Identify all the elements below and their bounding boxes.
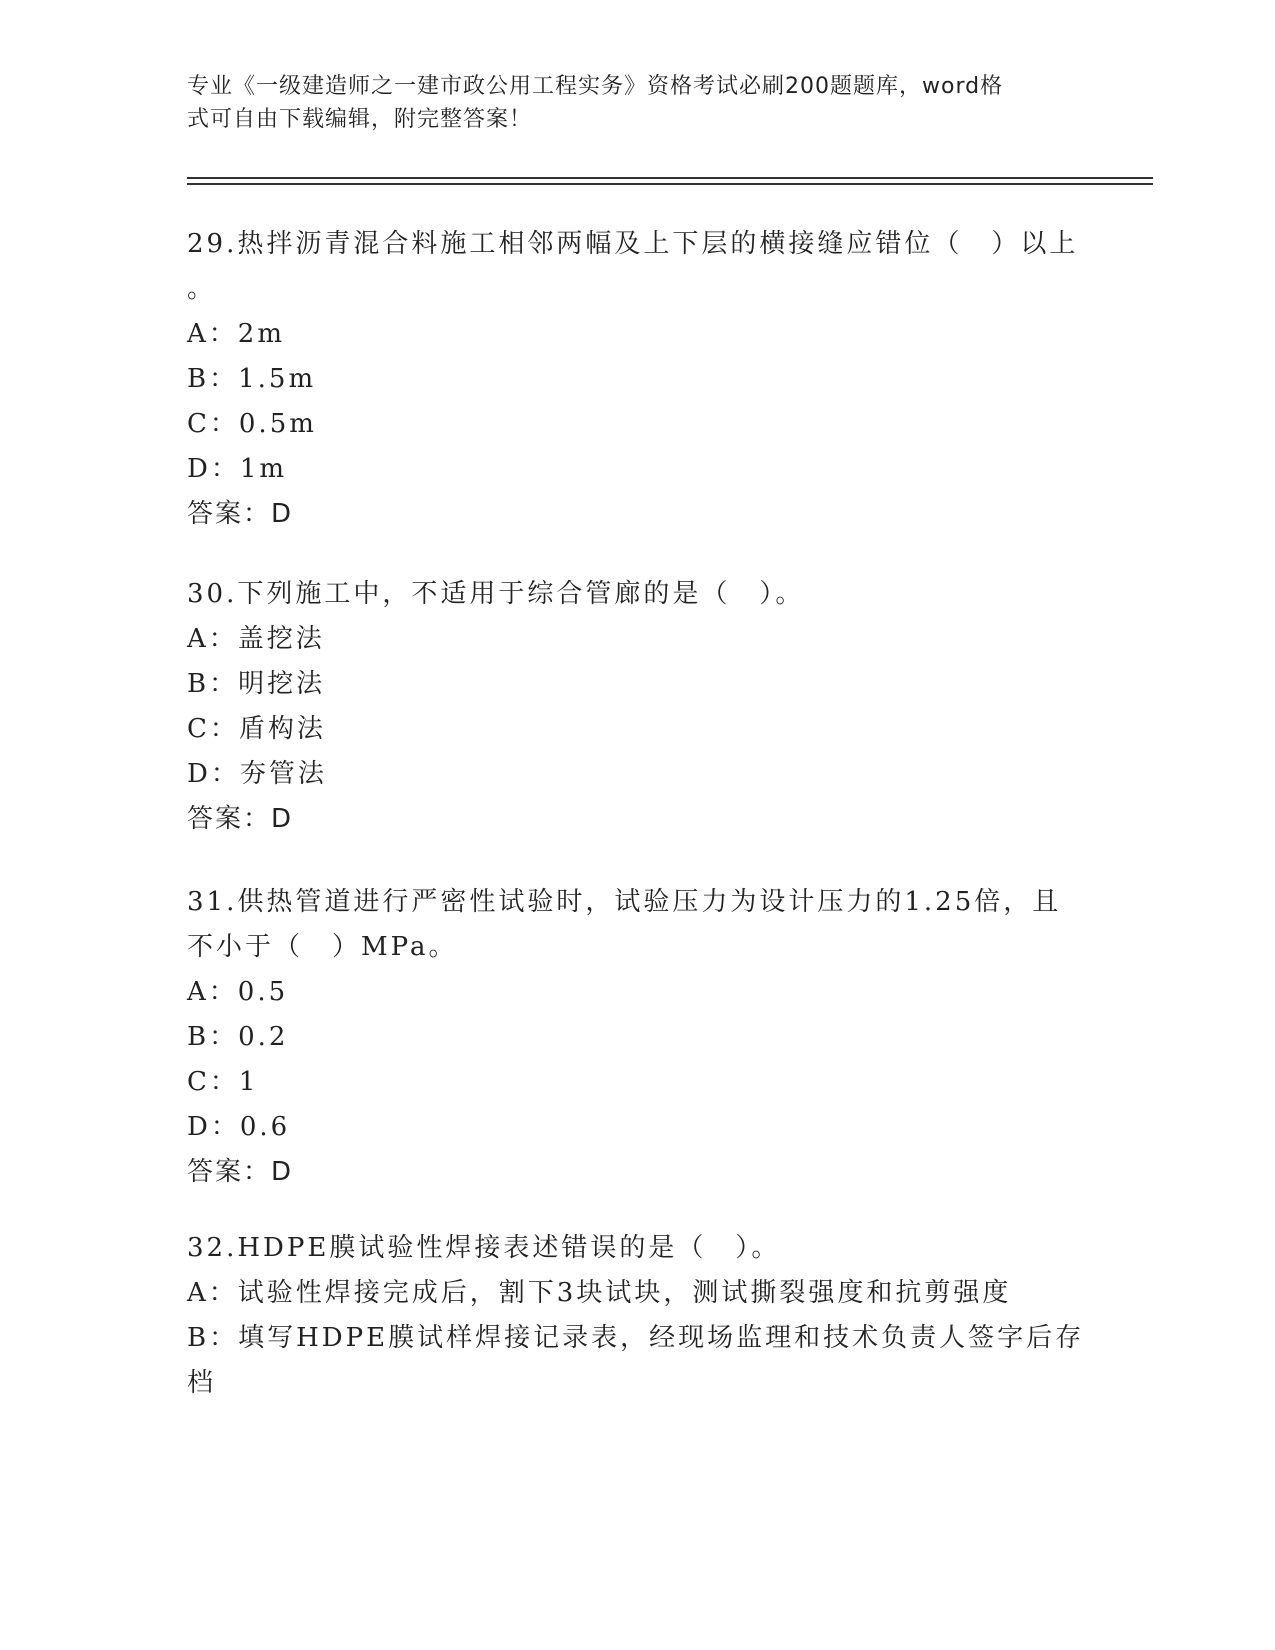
option-a: A：2m: [187, 319, 285, 349]
header-line-2: 式可自由下载编辑，附完整答案！: [187, 107, 533, 132]
option-c: C：1: [187, 1067, 259, 1097]
option-b: B：0.2: [187, 1022, 289, 1052]
option-b-continued: 档: [187, 1368, 217, 1398]
option-d: D：0.6: [187, 1112, 291, 1142]
answer-label: 答案：D: [187, 499, 294, 529]
question-31: [187, 880, 1087, 1195]
option-c: C：盾构法: [187, 714, 326, 744]
question-32: [187, 1226, 1087, 1406]
question-stem-line: 31.供热管道进行严密性试验时，试验压力为设计压力的1.25倍，且: [187, 887, 1062, 917]
option-b: B：填写HDPE膜试样焊接记录表，经现场监理和技术负责人签字后存: [187, 1323, 1085, 1353]
option-a: A：盖挖法: [187, 624, 325, 654]
question-stem-line: 。: [187, 274, 217, 304]
option-c: C：0.5m: [187, 409, 317, 439]
option-d: D：夯管法: [187, 759, 327, 789]
answer-label: 答案：D: [187, 804, 294, 834]
option-b: B：明挖法: [187, 669, 326, 699]
document-header: [187, 70, 1067, 136]
question-30: [187, 572, 1087, 842]
header-divider-top: [187, 177, 1153, 179]
option-d: D：1m: [187, 454, 288, 484]
question-stem-line: 32.HDPE膜试验性焊接表述错误的是（ ）。: [187, 1233, 781, 1263]
question-stem-line: 30.下列施工中，不适用于综合管廊的是（ ）。: [187, 579, 805, 609]
option-a: A：0.5: [187, 977, 289, 1007]
question-stem-line: 29.热拌沥青混合料施工相邻两幅及上下层的横接缝应错位（ ）以上: [187, 229, 1079, 259]
header-line-1: 专业《一级建造师之一建市政公用工程实务》资格考试必刷200题题库，word格: [187, 74, 1004, 99]
question-29: [187, 222, 1087, 537]
option-a: A：试验性焊接完成后，割下3块试块，测试撕裂强度和抗剪强度: [187, 1278, 1012, 1308]
question-stem-line: 不小于（ ）MPa。: [187, 932, 458, 962]
answer-label: 答案：D: [187, 1157, 294, 1187]
header-divider-bottom: [187, 183, 1153, 185]
option-b: B：1.5m: [187, 364, 317, 394]
